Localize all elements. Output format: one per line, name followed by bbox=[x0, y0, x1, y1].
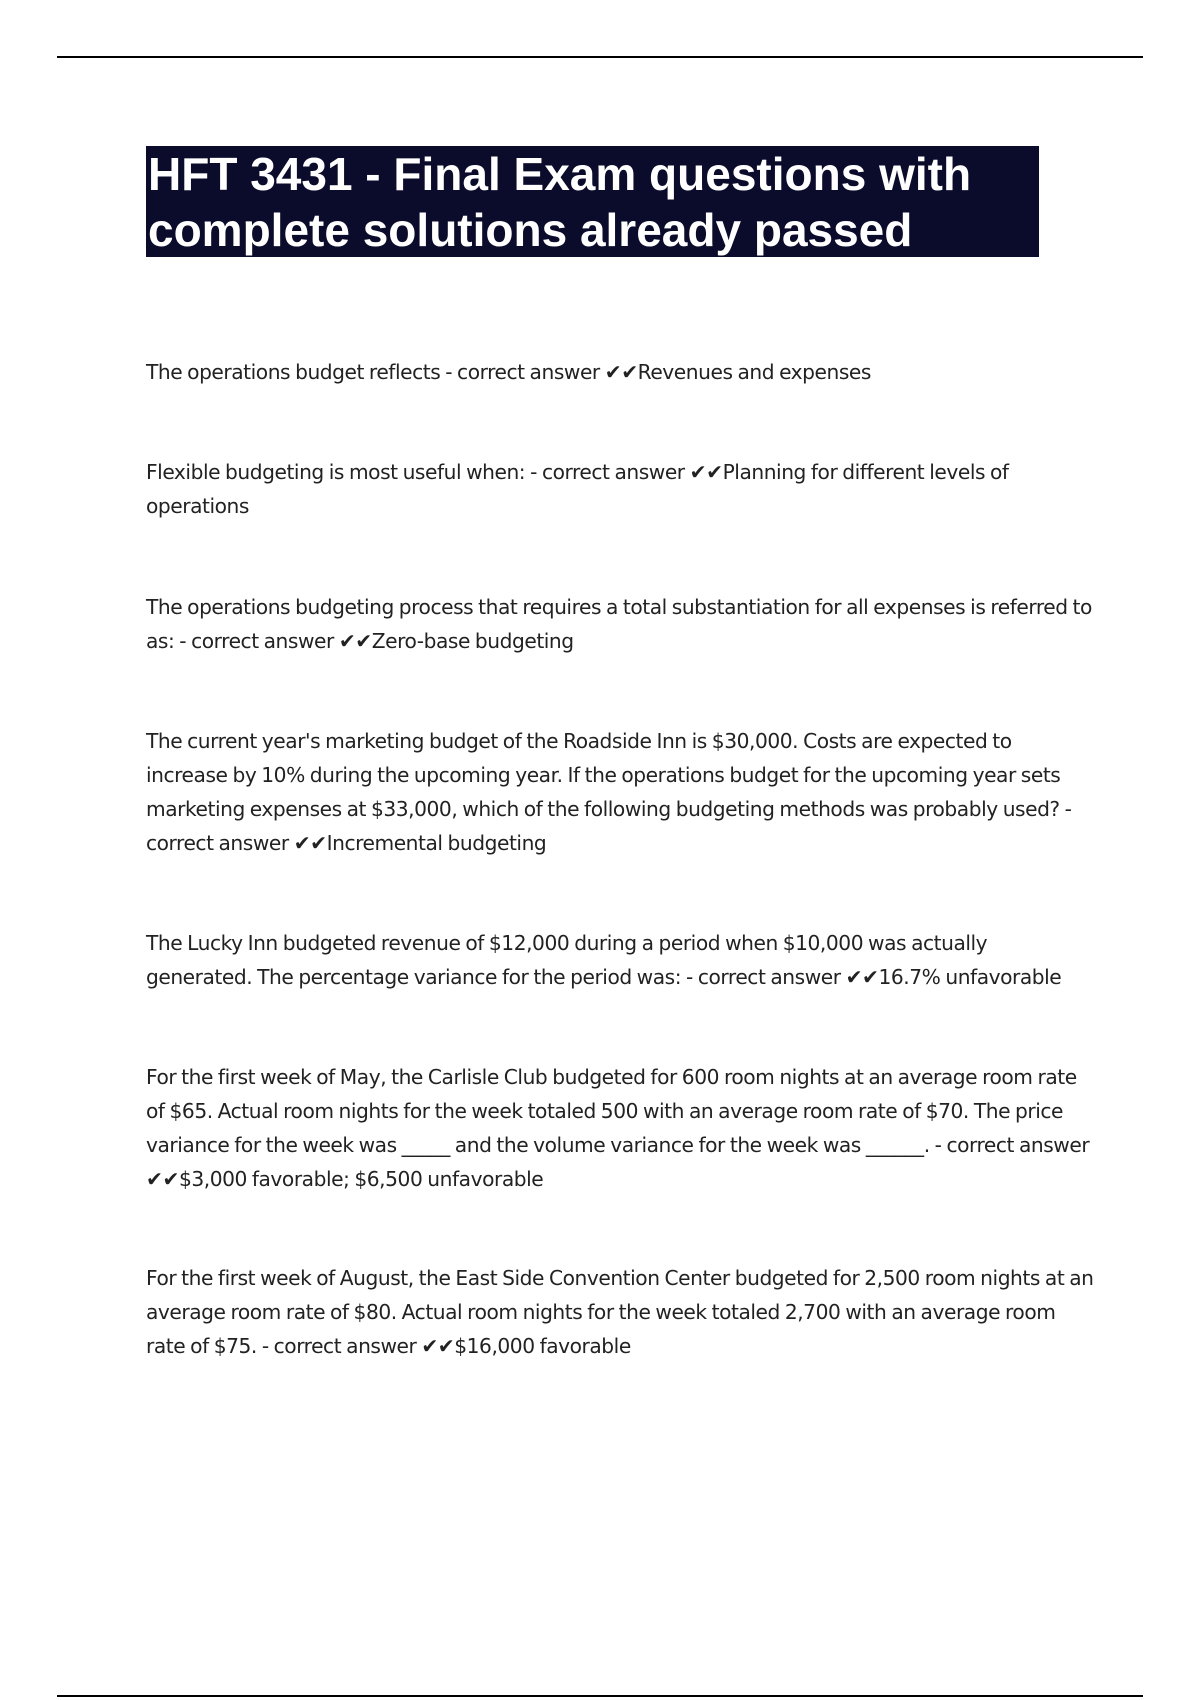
question-text: The operations budgeting process that requires a total substantiation for all expenses is referred to as: bbox=[146, 595, 1092, 653]
question-text: The Lucky Inn budgeted revenue of $12,000 during a period when $10,000 was actually generated. The percentage variance for the period was: bbox=[146, 931, 988, 989]
document-title-block bbox=[146, 146, 1039, 257]
answer-label: correct answer bbox=[273, 1334, 417, 1358]
check-mark-icon: ✔✔ bbox=[845, 965, 879, 989]
answer-text: $3,000 favorable; $6,500 unfavorable bbox=[178, 1167, 544, 1191]
answer-label: correct answer bbox=[946, 1133, 1090, 1157]
check-mark-icon: ✔✔ bbox=[338, 629, 372, 653]
qa-item: The current year's marketing budget of the Roadside Inn is $30,000. Costs are expected to increase by 10% during the upcoming year. If the operations budget for the upcoming year sets marketing expenses at $33,000, which of the following budgeting methods was probably used? - correct answer ✔✔Incremental budgeting bbox=[146, 729, 1072, 855]
footer-rule bbox=[57, 1695, 1143, 1697]
answer-label: correct answer bbox=[541, 460, 685, 484]
question-text: The operations budget reflects bbox=[146, 360, 441, 384]
question-text: The current year's marketing budget of the Roadside Inn is $30,000. Costs are expected to increase by 10% during the upcoming year. If the operations budget for the upcoming year sets marketing expenses at $33,000, which of the following budgeting methods was probably used? bbox=[146, 729, 1061, 821]
check-mark-icon: ✔✔ bbox=[689, 460, 723, 484]
qa-item: For the first week of May, the Carlisle Club budgeted for 600 room nights at an average room rate of $65. Actual room nights for the week totaled 500 with an average room rate of $70. The price variance for the week was _____ and the volume variance for the week was ______. - correct answer ✔✔$3,000 favorable; $6,500 unfavorable bbox=[146, 1065, 1090, 1191]
qa-item: The Lucky Inn budgeted revenue of $12,000 during a period when $10,000 was actually generated. The percentage variance for the period was: - correct answer ✔✔16.7% unfavorable bbox=[146, 931, 1062, 989]
answer-label: correct answer bbox=[457, 360, 600, 384]
qa-item: The operations budgeting process that requires a total substantiation for all expenses is referred to as: - correct answer ✔✔Zero-base budgeting bbox=[146, 595, 1092, 653]
answer-label: correct answer bbox=[191, 629, 334, 653]
answer-text: 16.7% unfavorable bbox=[878, 965, 1062, 989]
check-mark-icon: ✔✔ bbox=[421, 1334, 455, 1358]
question-text: Flexible budgeting is most useful when: bbox=[146, 460, 526, 484]
document-title-line-2: complete solutions already passed bbox=[148, 204, 913, 256]
question-text: For the first week of May, the Carlisle Club budgeted for 600 room nights at an average room rate of $65. Actual room nights for the week totaled 500 with an average room rate of $70. The price variance for the week was _____ and the volume variance for the week was ______. bbox=[146, 1065, 1077, 1157]
check-mark-icon: ✔✔ bbox=[604, 360, 638, 384]
check-mark-icon: ✔✔ bbox=[293, 831, 327, 855]
answer-text: Zero-base budgeting bbox=[371, 629, 574, 653]
check-mark-icon: ✔✔ bbox=[146, 1167, 179, 1191]
qa-item: Flexible budgeting is most useful when: - correct answer ✔✔Planning for different levels of operations bbox=[146, 460, 1009, 518]
header-rule bbox=[57, 56, 1143, 58]
answer-label: correct answer bbox=[697, 965, 841, 989]
document-title bbox=[148, 146, 1037, 258]
question-text: For the first week of August, the East Side Convention Center budgeted for 2,500 room nights at an average room rate of $80. Actual room nights for the week totaled 2,700 with an average room rate of $75. bbox=[146, 1266, 1094, 1358]
document-title-line-1: HFT 3431 - Final Exam questions with bbox=[148, 148, 972, 200]
answer-text: Incremental budgeting bbox=[326, 831, 547, 855]
answer-text: $16,000 favorable bbox=[454, 1334, 631, 1358]
answer-text: Revenues and expenses bbox=[637, 360, 871, 384]
answer-text: Planning for different levels of operations bbox=[146, 460, 1009, 518]
qa-item: For the first week of August, the East Side Convention Center budgeted for 2,500 room nights at an average room rate of $80. Actual room nights for the week totaled 2,700 with an average room rate of $75. - correct answer ✔✔$16,000 favorable bbox=[146, 1266, 1094, 1358]
qa-item: The operations budget reflects - correct answer ✔✔Revenues and expenses bbox=[146, 360, 871, 384]
answer-label: correct answer bbox=[146, 831, 289, 855]
